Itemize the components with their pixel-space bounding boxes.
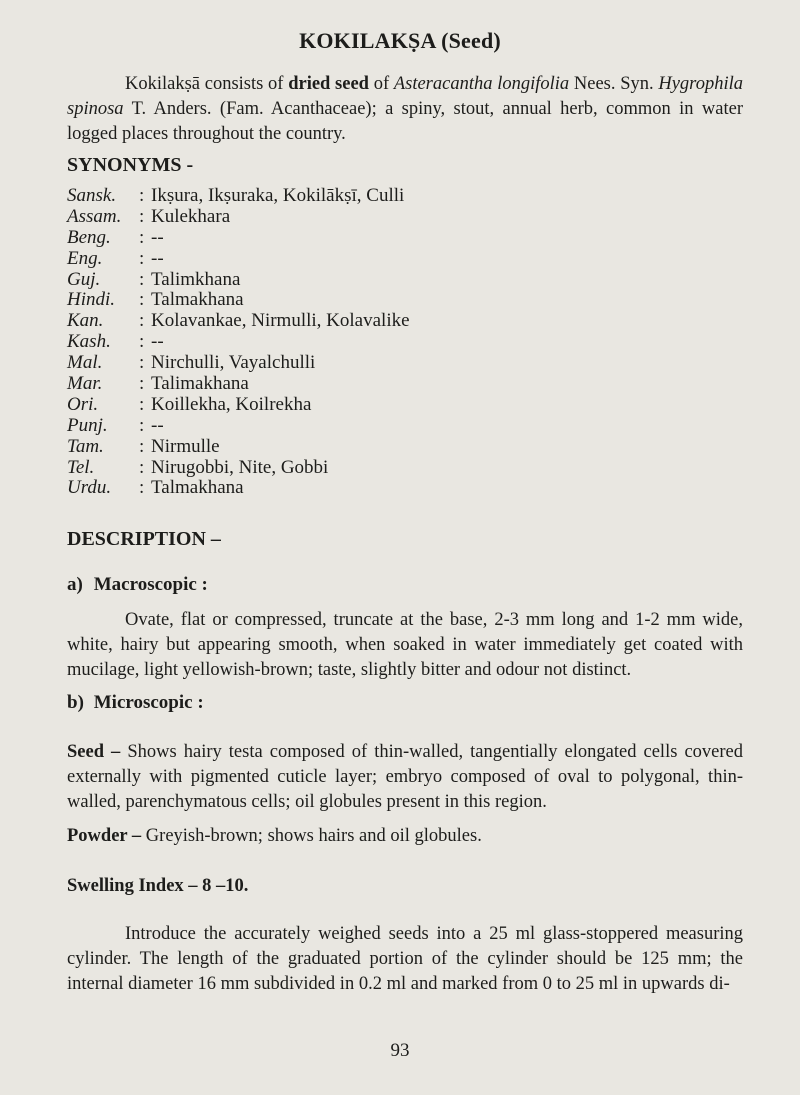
intro-text-1: Kokilakṣā consists of	[125, 74, 289, 94]
powder-label: Powder –	[67, 826, 142, 846]
intro-synonym-species: Hygrophila spinosa	[67, 74, 743, 119]
synonym-language: Mal.	[67, 352, 103, 374]
synonym-separator: :	[139, 310, 145, 332]
synonym-value: Koillekha, Koilrekha	[151, 393, 312, 415]
synonym-language: Guj.	[67, 268, 101, 290]
synonym-value: Talmakhana	[151, 289, 244, 311]
synonym-language: Beng.	[67, 226, 111, 248]
synonym-row	[67, 395, 747, 416]
synonym-row	[67, 249, 747, 270]
synonym-separator: :	[139, 435, 145, 457]
synonym-separator: :	[139, 247, 145, 269]
synonym-row	[67, 478, 747, 499]
intro-text-2: of	[368, 74, 394, 94]
synonym-language: Urdu.	[67, 477, 112, 499]
synonym-row	[67, 311, 747, 332]
synonym-row	[67, 207, 747, 228]
synonym-separator: :	[139, 289, 145, 311]
synonym-value: --	[151, 247, 164, 269]
synonym-row	[67, 332, 747, 353]
title-main: KOKILAKṢA	[299, 28, 436, 53]
synonym-value: Nirmulle	[151, 435, 220, 457]
synonym-row	[67, 270, 747, 291]
synonyms-heading: SYNONYMS -	[67, 154, 194, 176]
description-heading: DESCRIPTION –	[67, 528, 221, 550]
synonym-row	[67, 228, 747, 249]
page-number: 93	[390, 1040, 410, 1061]
synonym-row	[67, 416, 747, 437]
swelling-index-text: Introduce the accurately weighed seeds into a 25 ml glass-stoppered measuring cylinder. The length of the graduated portion of the cylinder should be 125 mm; the internal diameter 16 mm subdivided in 0.2 ml and marked from 0 to 25 ml in upwards di-	[67, 924, 743, 994]
synonym-language: Eng.	[67, 247, 103, 269]
macroscopic-text: Ovate, flat or compressed, truncate at the base, 2-3 mm long and 1-2 mm wide, white, hairy but appearing smooth, when soaked in water immediately get coated with mucilage, light yellowish-brown; taste, slightly bitter and odour not distinct.	[67, 610, 743, 680]
swelling-index-heading: Swelling Index – 8 –10.	[67, 876, 249, 896]
microscopic-heading	[67, 692, 204, 714]
synonym-separator: :	[139, 414, 145, 436]
synonym-language: Kan.	[67, 310, 104, 332]
synonym-language: Punj.	[67, 414, 108, 436]
synonym-value: Talimakhana	[151, 373, 249, 395]
synonym-value: Kulekhara	[151, 205, 231, 227]
synonym-language: Kash.	[67, 331, 111, 353]
synonyms-list	[67, 186, 747, 499]
synonym-language: Mar.	[67, 373, 103, 395]
synonym-value: --	[151, 331, 164, 353]
synonym-row	[67, 458, 747, 479]
synonym-row	[67, 353, 747, 374]
intro-text-4: T. Anders. (Fam. Acanthaceae); a spiny, stout, annual herb, common in water logged places throughout the country.	[67, 99, 743, 144]
synonym-separator: :	[139, 373, 145, 395]
synonym-language: Hindi.	[67, 289, 116, 311]
synonym-row	[67, 374, 747, 395]
synonym-row	[67, 186, 747, 207]
synonym-value: Nirugobbi, Nite, Gobbi	[151, 456, 329, 478]
synonym-separator: :	[139, 185, 145, 206]
synonym-language: Ori.	[67, 393, 99, 415]
intro-paragraph	[67, 72, 743, 147]
synonym-row	[67, 290, 747, 311]
intro-text-3: Nees. Syn.	[569, 74, 659, 94]
synonym-separator: :	[139, 456, 145, 478]
powder-text: Greyish-brown; shows hairs and oil globules.	[141, 826, 482, 846]
synonym-value: --	[151, 226, 164, 248]
macroscopic-label: a)	[67, 574, 83, 595]
synonym-language: Assam.	[67, 205, 122, 227]
seed-text: Shows hairy testa composed of thin-walled, tangentially elongated cells covered externally with pigmented cuticle layer; embryo composed of oval to polygonal, thin-walled, parenchymatous cells; oil globules present in this region.	[67, 742, 743, 812]
seed-label: Seed –	[67, 742, 121, 762]
microscopic-title: Microscopic :	[93, 692, 204, 713]
synonym-separator: :	[139, 268, 145, 290]
macroscopic-title: Macroscopic :	[93, 574, 208, 595]
synonym-separator: :	[139, 477, 145, 499]
synonym-language: Tel.	[67, 456, 95, 478]
synonym-language: Tam.	[67, 435, 104, 457]
synonym-separator: :	[139, 393, 145, 415]
macroscopic-heading	[67, 574, 208, 596]
intro-species: Asteracantha longifolia	[393, 74, 570, 94]
synonym-value: Nirchulli, Vayalchulli	[151, 352, 316, 374]
synonym-value: Ikṣura, Ikṣuraka, Kokilākṣī, Culli	[151, 185, 405, 206]
synonym-value: Kolavankae, Nirmulli, Kolavalike	[151, 310, 410, 332]
synonym-separator: :	[139, 205, 145, 227]
powder-paragraph	[67, 824, 743, 849]
synonym-separator: :	[139, 352, 145, 374]
synonym-value: Talmakhana	[151, 477, 244, 499]
synonym-value: Talimkhana	[151, 268, 241, 290]
synonym-separator: :	[139, 226, 145, 248]
title-paren: (Seed)	[441, 28, 501, 53]
synonym-separator: :	[139, 331, 145, 353]
seed-paragraph	[67, 740, 743, 815]
intro-bold: dried seed	[288, 74, 369, 94]
page-title	[0, 28, 800, 54]
synonym-value: --	[151, 414, 164, 436]
microscopic-label: b)	[67, 692, 84, 713]
synonym-language: Sansk.	[67, 185, 117, 206]
synonym-row	[67, 437, 747, 458]
